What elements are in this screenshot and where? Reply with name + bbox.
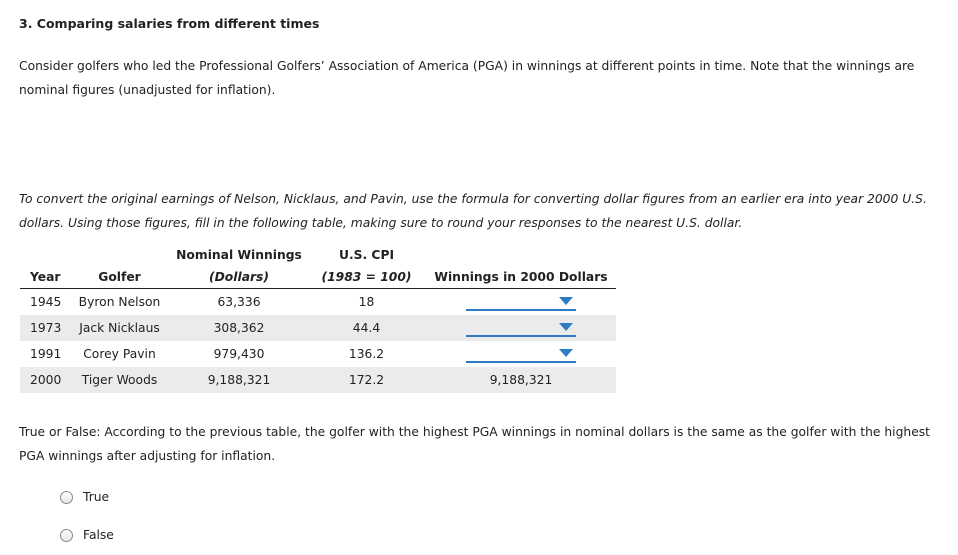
table-header-row-1: [20, 244, 616, 266]
cell-winnings-2000: 9,188,321: [426, 367, 616, 393]
header-winnings-2000: Winnings in 2000 Dollars: [426, 266, 616, 289]
cell-nominal: 9,188,321: [171, 367, 307, 393]
dropdown-arrow-icon: [559, 349, 573, 357]
table-row: [20, 367, 616, 393]
header-nominal-unit: [171, 266, 307, 289]
cell-nominal: 979,430: [213, 347, 265, 361]
header-nominal-winnings: Nominal Winnings: [176, 248, 302, 262]
radio-label-false: False: [83, 528, 114, 542]
cell-cpi: 44.4: [307, 315, 426, 341]
cell-winnings-2000: [426, 341, 616, 367]
question-title: 3. Comparing salaries from different times: [19, 16, 320, 31]
table-row: [20, 289, 616, 316]
radio-label-true: True: [83, 490, 110, 504]
golfer-winnings-table: [20, 244, 616, 393]
header-winnings-spacer: [426, 244, 616, 266]
radio-button-true[interactable]: [60, 491, 73, 504]
header-year: Year: [20, 266, 68, 289]
cell-nominal: 308,362: [171, 315, 307, 341]
dropdown-arrow-icon: [559, 323, 573, 331]
radio-button-false[interactable]: [60, 529, 73, 542]
table-row: [20, 315, 616, 341]
dropdown-arrow-icon: [559, 297, 573, 305]
cell-cpi: 18: [358, 295, 375, 309]
header-year-spacer: [20, 244, 68, 266]
true-false-prompt: True or False: According to the previous table, the golfer with the highest PGA winnings in nominal dollars is the same as the golfer with the highest PGA winnings after adjusting for inflation.: [19, 425, 930, 463]
cell-year: 1991: [30, 347, 62, 361]
cell-year: 2000: [20, 367, 68, 393]
cell-golfer: Jack Nicklaus: [68, 315, 171, 341]
table-header-row-2: [20, 266, 616, 289]
cell-winnings-2000: [426, 315, 616, 341]
question-intro: Consider golfers who led the Professional Golfers’ Association of America (PGA) in winnings at different points in time. Note that the winnings are nominal figures (unadjusted for inflation).: [19, 59, 915, 97]
cell-cpi: 172.2: [307, 367, 426, 393]
header-golfer: Golfer: [68, 266, 171, 289]
header-us-cpi: U.S. CPI: [338, 248, 395, 262]
winnings-dropdown-nelson[interactable]: [466, 293, 576, 311]
cell-cpi: 136.2: [348, 347, 385, 361]
cell-golfer: Byron Nelson: [78, 295, 161, 309]
radio-option-false[interactable]: [60, 528, 114, 542]
winnings-dropdown-nicklaus[interactable]: [466, 319, 576, 337]
question-instructions: To convert the original earnings of Nelson, Nicklaus, and Pavin, use the formula for converting dollar figures from an earlier era into year 2000 U.S. dollars. Using those figures, fill in the following table, making sure to round your responses to the nearest U.S. dollar.: [19, 192, 927, 230]
cell-winnings-2000: [426, 289, 616, 316]
header-cpi-base: [307, 266, 426, 289]
table-row: [20, 341, 616, 367]
radio-option-true[interactable]: [60, 490, 109, 504]
header-golfer-spacer: [68, 244, 171, 266]
winnings-dropdown-pavin[interactable]: [466, 345, 576, 363]
cell-golfer: Tiger Woods: [68, 367, 171, 393]
cell-year: 1945: [30, 295, 62, 309]
header-cpi-base-text: (1983 = 100): [321, 270, 412, 284]
cell-golfer: Corey Pavin: [83, 347, 156, 361]
cell-year: 1973: [20, 315, 68, 341]
cell-nominal: 63,336: [217, 295, 261, 309]
header-nominal-unit-text: (Dollars): [208, 270, 269, 284]
